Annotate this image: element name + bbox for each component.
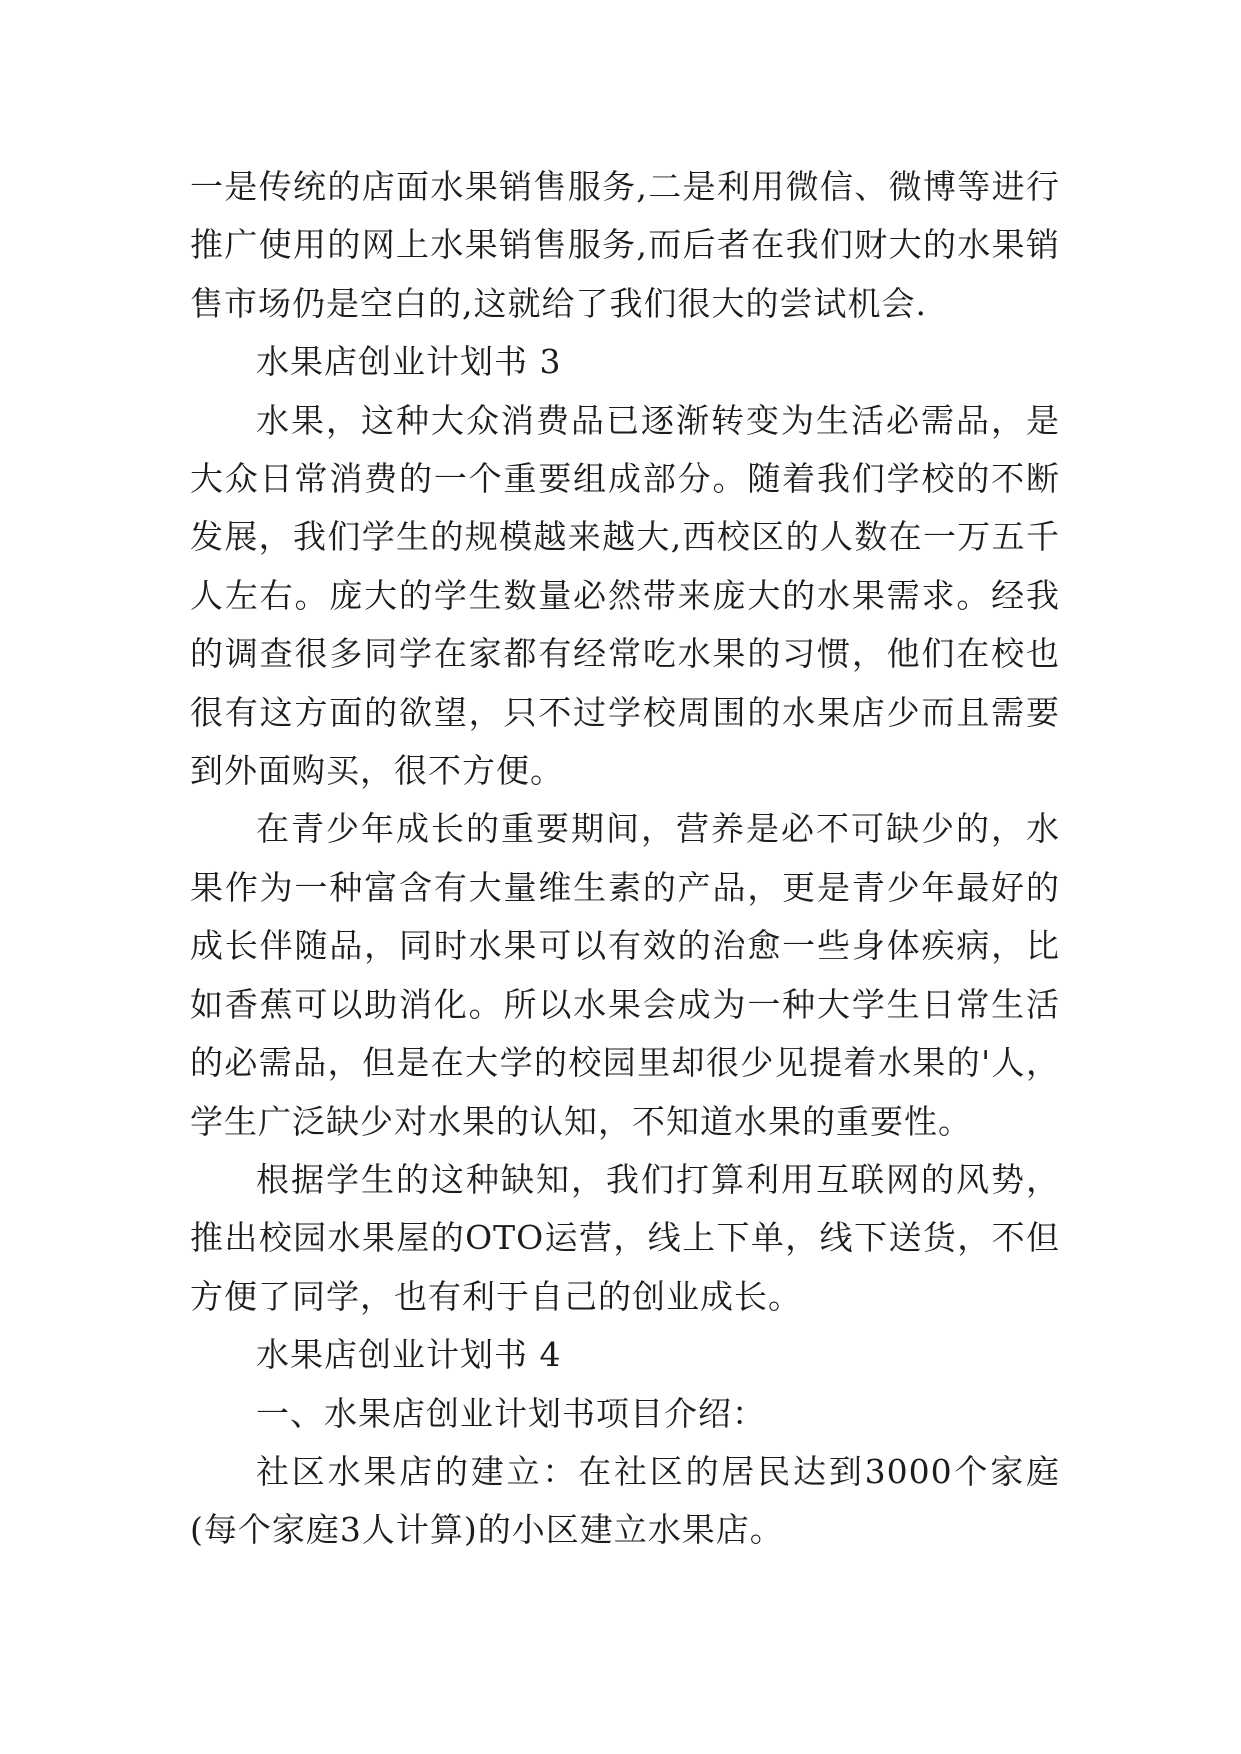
paragraph-community-store: 社区水果店的建立：在社区的居民达到3000个家庭(每个家庭3人计算)的小区建立水果店。: [190, 1451, 1060, 1550]
paragraph-fruit-demand: 水果，这种大众消费品已逐渐转变为生活必需品，是大众日常消费的一个重要组成部分。随着我们学校的不断发展，我们学生的规模越来越大,西校区的人数在一万五千人左右。庞大的学生数量必然带来庞大的水果需求。经我的调查很多同学在家都有经常吃水果的习惯，他们在校也很有这方面的欲望，只不过学校周围的水果店少而且需要到外面购买，很不方便。: [190, 400, 1060, 791]
document-body: [190, 158, 1060, 1560]
section-heading-plan-3: 水果店创业计划书 3: [256, 342, 562, 382]
paragraph-intro-continued: 一是传统的店面水果销售服务,二是利用微信、微博等进行推广使用的网上水果销售服务,而后者在我们财大的水果销售市场仍是空白的,这就给了我们很大的尝试机会.: [190, 167, 1060, 323]
subsection-heading-project-intro: 一、水果店创业计划书项目介绍：: [256, 1393, 766, 1433]
paragraph-oto-plan: 根据学生的这种缺知，我们打算利用互联网的风势，推出校园水果屋的OTO运营，线上下单，线下送货，不但方便了同学，也有利于自己的创业成长。: [190, 1159, 1060, 1316]
section-heading-plan-4: 水果店创业计划书 4: [256, 1335, 562, 1375]
paragraph-nutrition: 在青少年成长的重要期间，营养是必不可缺少的，水果作为一种富含有大量维生素的产品，更是青少年最好的成长伴随品，同时水果可以有效的治愈一些身体疾病，比如香蕉可以助消化。所以水果会成为一种大学生日常生活的必需品，但是在大学的校园里却很少见提着水果的'人，学生广泛缺少对水果的认知，不知道水果的重要性。: [190, 809, 1060, 1141]
